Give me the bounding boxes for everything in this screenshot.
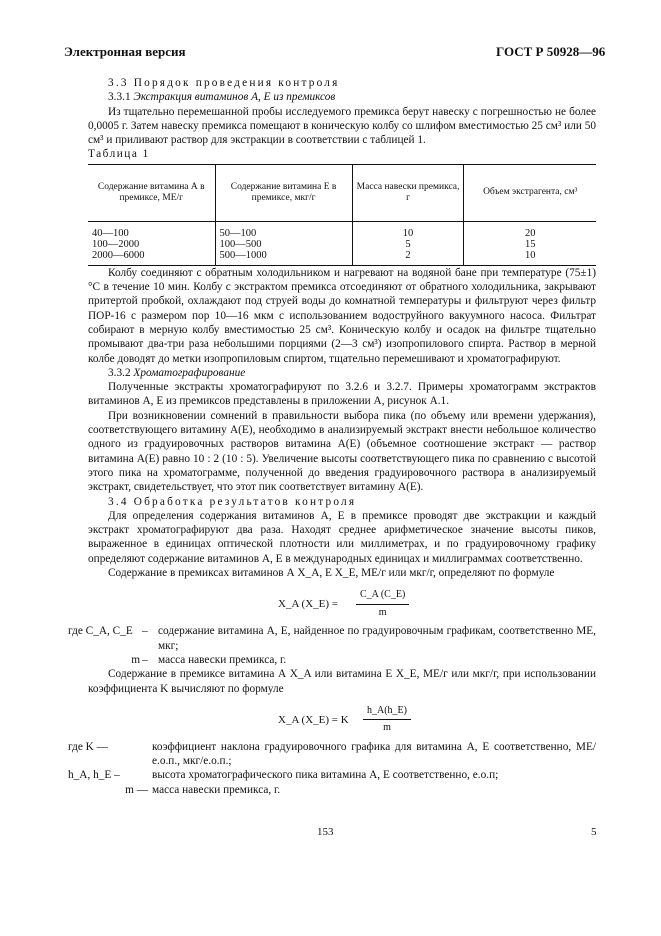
formula-2-denominator: m	[383, 722, 391, 734]
table-cell: 15	[464, 239, 596, 250]
formula-2	[88, 700, 596, 738]
table-header-row	[88, 164, 596, 221]
section-3-4-title: 3.4 Обработка результатов контроля	[108, 495, 357, 508]
definition-text: высота хроматографического пика витамина А, Е соответственно, е.о.п;	[152, 769, 499, 782]
formula-1	[88, 584, 596, 622]
page-number: 153	[317, 826, 334, 838]
section-3-4-paragraph-1: Для определения содержания витаминов А, Е в премиксе проводят две экстракции и каждый экстракт хроматографируют два раза. Находят среднее арифметическое значение высоты пиков, выраженное в единицах оптической плотности или миллиметрах, и по градуировочному графику определяют содержание витаминов А, Е в международных единицах и миллиграммах соответственно.	[88, 509, 596, 565]
definition-symbol: h_A, h_E –	[68, 769, 120, 782]
definition-symbol: где K —	[68, 740, 108, 753]
table-cell: 2000—6000	[88, 250, 215, 266]
table-cell: 10	[352, 221, 464, 239]
section-3-3-2-paragraph-2: При возникновении сомнений в правильности выбора пика (по объему или времени удержания), соответствующего витамину А(Е), необходимо в анализируемый экстракт внести небольшое количество одного из градуировочных растворов витамина А(Е) (объемное соотношение экстракт — раствор витамина А(Е) равно 10 : 2 (10 : 5). Увеличение высоты соответствующего пика по сравнению с высотой этого пика на хроматограмме, полученной до введения градуировочного раствора в анализируемый экстракт, свидетельствует, что этот пик соответствует витамину А(Е).	[88, 409, 596, 494]
table-header-cell: Масса навески премикса, г	[352, 164, 464, 221]
table-cell: 50—100	[215, 221, 352, 239]
section-3-3-title: 3.3 Порядок проведения контроля	[108, 77, 340, 89]
table-cell: 2	[352, 250, 464, 266]
section-3-3-2-heading	[88, 366, 596, 380]
definition-text: содержание витамина А, Е, найденное по градуировочным графикам, соответственно МЕ, мкг;	[158, 625, 596, 652]
table-cell: 10	[464, 250, 596, 266]
table-row	[88, 250, 596, 266]
formula-1-denominator: m	[378, 606, 387, 618]
definition-text: масса навески премикса, г.	[158, 653, 287, 666]
document-body	[68, 76, 597, 797]
table-cell: 100—500	[215, 239, 352, 250]
section-3-4-paragraph-2: Содержание в премиксах витаминов А X_A, Е X_E, МЕ/г или мкг/г, определяют по формуле	[108, 567, 555, 580]
header-electronic-version: Электронная версия	[64, 44, 186, 59]
definition-text: масса навески премикса, г.	[152, 783, 281, 796]
table-row	[88, 239, 596, 250]
section-number: 3.3.1	[108, 91, 131, 104]
section-3-3-2-title: Хроматографирование	[133, 366, 246, 379]
definition-symbol: m —	[125, 783, 148, 796]
table-row	[88, 221, 596, 239]
table-cell: 100—2000	[92, 238, 140, 250]
definition-dash: –	[142, 625, 148, 638]
table-cell: 500—1000	[215, 250, 352, 266]
definition-text: коэффициент наклона градуировочного графика для витамина А, Е соответственно, МЕ/е.о.п., мкг/е.о.п.;	[152, 740, 596, 768]
table-cell: 40—100	[92, 227, 129, 239]
table-header-cell: Содержание витамина А в премиксе, МЕ/г	[88, 164, 215, 221]
formula-1-numerator: C_A (C_E)	[356, 588, 409, 604]
formula-1-lhs: X_A (X_E) =	[278, 598, 338, 611]
paragraph-formula-2-intro: Содержание в премиксе витамина А X_A или витамина Е X_E, МЕ/г или мкг/г, при использовании коэффициента K вычисляют по формуле	[88, 668, 596, 695]
table-1	[88, 164, 596, 266]
table-header-cell: Объем экстрагента, см³	[464, 164, 596, 221]
section-3-3-1-text: Из тщательно перемешанной пробы исследуемого премикса берут навеску с погрешностью не более 0,0005 г. Затем навеску премикса помещают в коническую колбу со шлифом вместимостью 25 см³ или 50 см³ и приливают раствор для экстракции в соответствии с таблицей 1.	[88, 105, 597, 147]
section-3-3-2-paragraph-1: Полученные экстракты хроматографируют по 3.2.6 и 3.2.7. Примеры хроматограмм экстрактов витаминов А, Е из премиксов представлены в приложении А, рисунок А.1.	[88, 381, 596, 408]
definition-symbol: где C_A, C_E	[68, 625, 133, 638]
definition-symbol: m	[131, 653, 140, 666]
formula-2-numerator: h_A(h_E)	[363, 704, 411, 720]
formula-2-lhs: X_A (X_E) = K	[278, 713, 349, 726]
formula-1-fraction	[356, 588, 409, 620]
table-header-cell: Содержание витамина Е в премиксе, мкг/г	[215, 164, 352, 221]
formula-2-fraction	[363, 704, 411, 736]
formula-1-definitions	[68, 624, 596, 667]
table-1-caption: Таблица 1	[88, 148, 150, 161]
formula-2-definitions	[68, 740, 596, 797]
issue-number: 5	[591, 826, 597, 838]
section-3-3-1-title: Экстракция витаминов А, Е из премиксов	[133, 91, 336, 104]
section-number: 3.3.2	[108, 366, 131, 379]
section-3-3-1-heading	[88, 90, 596, 104]
table-cell: 5	[352, 239, 464, 250]
definition-dash: –	[142, 653, 148, 666]
paragraph-extraction-procedure: Колбу соединяют с обратным холодильником и нагревают на водяной бане при температуре (75±1) °С в течение 10 мин. Колбу с экстрактом премикса отсоединяют от обратного холодильника, закрывают притертой пробкой, охлаждают под струей воды до комнатной температуры и фильтруют через фильтр ПОР-16 с размером пор 10—16 мкм с использованием водоструйного вакуумного насоса. Фильтрат собирают в мерную колбу вместимостью 25 см³. Коническую колбу и осадок на фильтре тщательно промывают два-три раза небольшими порциями (2—3 см³) изопропилового спирта. Раствор в мерной колбе доводят до метки изопропиловым спиртом, тщательно перемешивают и хроматографируют.	[88, 266, 596, 365]
table-cell: 20	[464, 221, 596, 239]
header-standard-number: ГОСТ Р 50928—96	[496, 44, 606, 59]
